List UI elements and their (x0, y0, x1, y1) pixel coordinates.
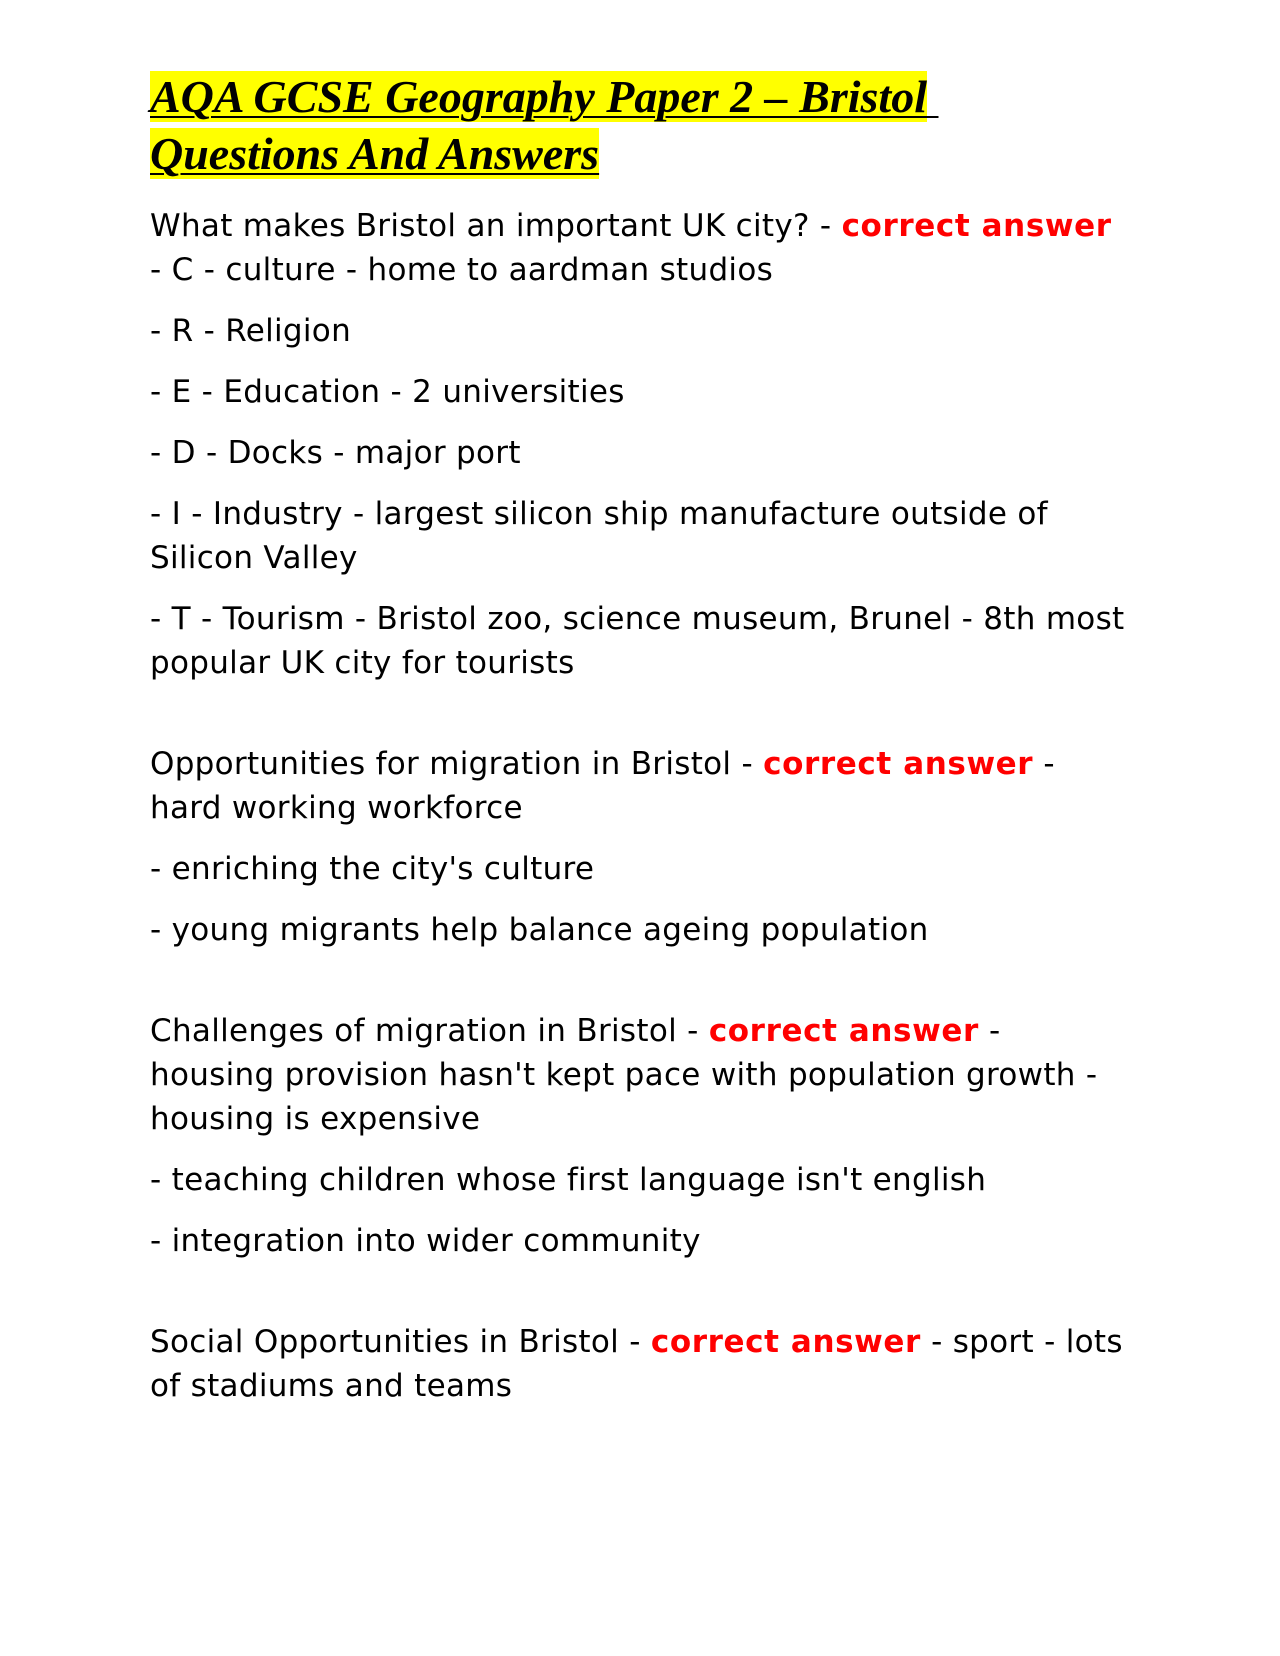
answer-text: - C - culture - home to aardman studios (150, 252, 774, 288)
answer-line: - I - Industry - largest silicon ship manufacture outside of Silicon Valley (150, 496, 1048, 576)
qa-block-1 (150, 204, 1130, 685)
answer-line: - integration into wider community (150, 1223, 701, 1259)
answer-line: - E - Education - 2 universities (150, 374, 625, 410)
answer-line: - D - Docks - major port (150, 435, 521, 471)
correct-answer-label: correct answer (841, 208, 1112, 244)
page-title (150, 68, 1130, 182)
answer-text: - hard working workforce (150, 746, 1055, 826)
answer-text: - sport - lots of stadiums and teams (150, 1324, 1123, 1404)
answer-line: - T - Tourism - Bristol zoo, science museum, Brunel - 8th most popular UK city for tourists (150, 601, 1125, 681)
answer-text: - housing provision hasn't kept pace with population growth - housing is expensive (150, 1013, 1098, 1137)
question-text: What makes Bristol an important UK city? - (150, 208, 842, 244)
correct-answer-label: correct answer (763, 746, 1034, 782)
question-text: Challenges of migration in Bristol - (150, 1013, 709, 1049)
question (150, 1009, 1130, 1141)
correct-answer-label: correct answer (708, 1013, 979, 1049)
answer-line: - teaching children whose first language isn't english (150, 1162, 987, 1198)
answer-line: - R - Religion (150, 313, 352, 349)
qa-block-3 (150, 1009, 1130, 1263)
answer-line: - young migrants help balance ageing population (150, 912, 929, 948)
document-page (150, 68, 1130, 1425)
question (150, 1320, 1130, 1408)
title-line-1: AQA GCSE Geography Paper 2 – Bristol (150, 71, 927, 122)
question (150, 204, 1130, 292)
answer-line: - enriching the city's culture (150, 851, 595, 887)
correct-answer-label: correct answer (650, 1324, 921, 1360)
question (150, 742, 1130, 830)
question-text: Opportunities for migration in Bristol - (150, 746, 764, 782)
question-text: Social Opportunities in Bristol - (150, 1324, 651, 1360)
qa-block-4 (150, 1320, 1130, 1408)
title-line-2: Questions And Answers (150, 128, 600, 179)
qa-block-2 (150, 742, 1130, 952)
